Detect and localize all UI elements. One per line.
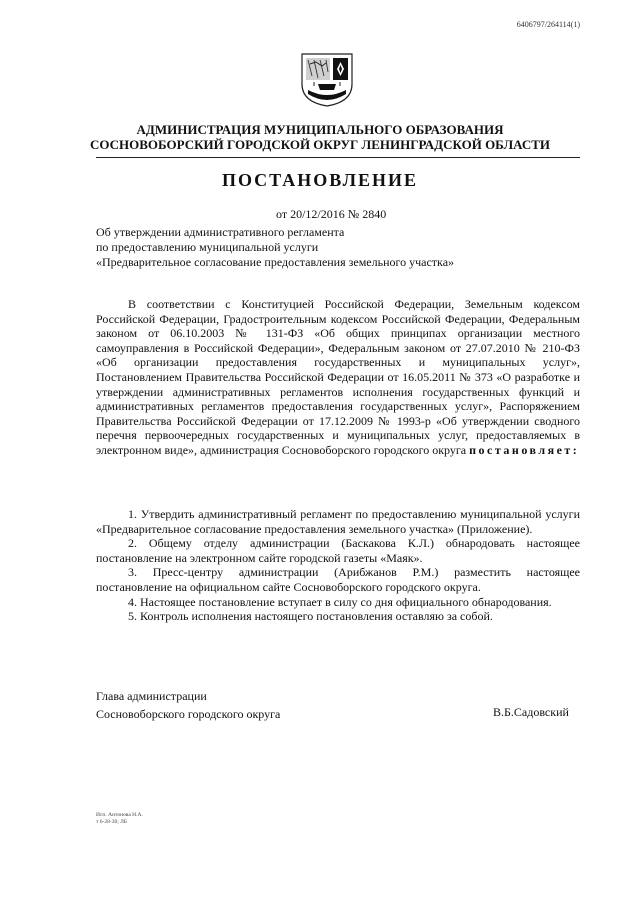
resolution-item: 5. Контроль исполнения настоящего постановления оставляю за собой. [128, 609, 493, 624]
resolution-item: 4. Настоящее постановление вступает в силу со дня официального обнародования. [128, 594, 552, 609]
document-number: 6406797/264114(1) [516, 20, 580, 29]
executor-phone: т 6-28-30; ЛБ [96, 819, 127, 825]
executor-note [96, 812, 143, 826]
document-title: ПОСТАНОВЛЕНИЕ [221, 170, 419, 190]
date-number-line: от 20/12/2016 № 2840 [276, 207, 387, 221]
subject-line: «Предварительное согласование предоставления земельного участка» [96, 255, 455, 269]
header-divider [96, 157, 580, 158]
resolution-items [96, 507, 580, 624]
resolution-item: 1. Утвердить административный регламент по предоставлению муниципальной услуги «Предварительное согласование предоставления земельного участка» (Приложение). [96, 507, 580, 536]
signatory-position-line2: Сосновоборского городского округа [96, 707, 281, 721]
signatory-position-line1: Глава администрации [96, 689, 207, 703]
subject-line: по предоставлению муниципальной услуги [96, 240, 319, 254]
document-subject [96, 225, 454, 270]
preamble-paragraph [96, 297, 580, 458]
signatory-name: В.Б.Садовский [493, 705, 569, 719]
signatory-position [96, 687, 280, 723]
coat-of-arms-icon [300, 50, 354, 108]
resolution-item: 3. Пресс-центру администрации (Арибжанов Р.М.) разместить настоящее постановление на официальном сайте Сосновоборского городского округа. [96, 565, 580, 594]
organization-name-line2: СОСНОВОБОРСКИЙ ГОРОДСКОЙ ОКРУГ ЛЕНИНГРАДСКОЙ ОБЛАСТИ [89, 137, 551, 152]
resolution-item: 2. Общему отделу администрации (Баскакова К.Л.) обнародовать настоящее постановление на электронном сайте городской газеты «Маяк». [96, 536, 580, 565]
executor-name: Исп. Антонова Н.А. [96, 812, 143, 818]
resolves-word: постановляет: [469, 442, 580, 457]
organization-name-line1: АДМИНИСТРАЦИЯ МУНИЦИПАЛЬНОГО ОБРАЗОВАНИЯ [136, 122, 504, 137]
preamble-text: В соответствии с Конституцией Российской Федерации, Земельным кодексом Российской Федерации, Градостроительным кодексом Российской Федерации, Федеральным законом от 06.10.2003 № 131-ФЗ «Об общих принципах организации местного самоуправления в Российской Федерации», Федеральным законом от 27.07.2010 № 210-ФЗ «Об организации предоставления государственных и муниципальных услуг», Постановлением Правительства Российской Федерации от 16.05.2011 № 373 «О разработке и утверждении административных регламентов исполнения государственных функций и административных регламентов предоставления государственных услуг», Распоряжением Правительства Российской Федерации от 17.12.2009 № 1993-р «Об утверждении сводного перечня первоочередных государственных и муниципальных услуг, предоставляемых в электронном виде», администрация Сосновоборского городского округа [96, 297, 580, 457]
subject-line: Об утверждении административного регламента [96, 225, 345, 239]
